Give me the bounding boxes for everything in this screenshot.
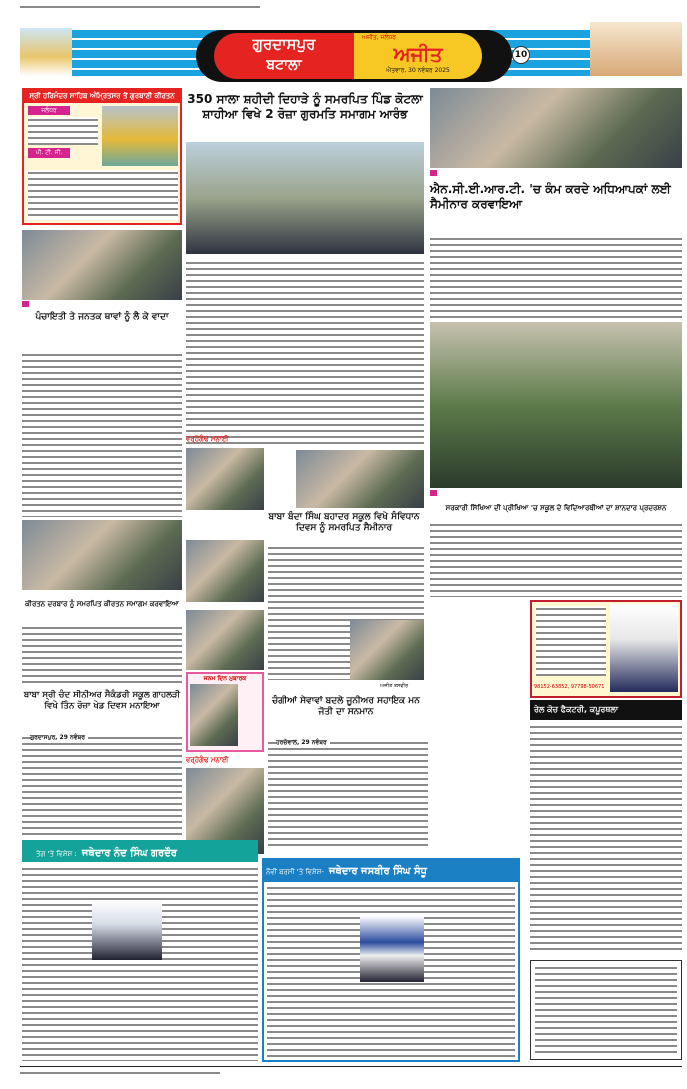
headline-samvidhan: ਬਾਬਾ ਬੰਦਾ ਸਿੰਘ ਬਹਾਦਰ ਸਕੂਲ ਵਿਖੇ ਸੰਵਿਧਾਨ ਦਿਵਸ ਨੂੰ ਸਮਰਪਿਤ ਸੈਮੀਨਾਰ bbox=[268, 512, 420, 534]
masthead bbox=[0, 0, 687, 86]
article-body bbox=[430, 236, 682, 318]
advertisement bbox=[530, 960, 682, 1060]
feature-banner-left bbox=[22, 840, 258, 862]
box-label-ptc: ਪੀ. ਟੀ. ਸੀ. bbox=[28, 148, 70, 158]
headline-sports-day: ਬਾਬਾ ਸ੍ਰੀ ਚੰਦ ਸੀਨੀਅਰ ਸੈਕੰਡਰੀ ਸਕੂਲ ਗਾਹਲੜੀ ਵਿਖੇ ਤਿੰਨ ਰੋਜ਼ਾ ਖੇਡ ਦਿਵਸ ਮਨਾਇਆ bbox=[23, 690, 181, 711]
teachers-photo bbox=[430, 88, 682, 168]
photo-credit: ਅਜੀਤ ਤਸਵੀਰ bbox=[380, 683, 409, 689]
edition-sub: ਬਟਾਲਾ bbox=[266, 57, 302, 73]
article-body bbox=[268, 740, 428, 850]
headline-main: 350 ਸਾਲਾ ਸ਼ਹੀਦੀ ਦਿਹਾੜੇ ਨੂੰ ਸਮਰਪਿਤ ਪਿੰਡ ਕੋਟਲਾ ਸ਼ਾਹੀਆ ਵਿਖੇ 2 ਰੋਜ਼ਾ ਗੁਰਮਤਿ ਸਮਾਗਮ ਆਰੰਭ bbox=[187, 92, 423, 121]
photo-caption bbox=[22, 301, 182, 309]
feature-box-mid bbox=[262, 880, 520, 1062]
banner-prefix: ਨੌਵੀਂ ਬਰਸੀ 'ਤੇ ਵਿਸ਼ੇਸ਼- bbox=[266, 868, 324, 876]
portrait-photo bbox=[92, 900, 162, 960]
masthead-oval bbox=[196, 30, 512, 82]
ad-phone: 98152-63852, 97798-50671 bbox=[534, 684, 605, 690]
print-slug bbox=[20, 4, 260, 9]
headline-panchayat: ਪੰਚਾਇਤੀ ਤੇ ਜਨਤਕ ਥਾਵਾਂ ਨੂੰ ਲੈ ਕੇ ਵਾਦਾ bbox=[35, 312, 169, 322]
paper-name: ਅਜੀਤ bbox=[393, 42, 443, 66]
article-body bbox=[22, 352, 182, 517]
temple-image bbox=[590, 22, 682, 76]
golden-temple-photo bbox=[102, 106, 178, 166]
portrait-photo bbox=[360, 916, 424, 982]
headline-man-jyoti: ਚੰਗੀਆਂ ਸੇਵਾਵਾਂ ਬਦਲੇ ਜੂਨੀਅਰ ਸਹਾਇਕ ਮਨ ਜੋਤੀ ਦਾ ਸਨਮਾਨ bbox=[272, 696, 420, 718]
kirtan-photo bbox=[22, 520, 182, 590]
article-body bbox=[430, 522, 682, 597]
dateline: ਹਰਚੋਵਾਲ, 29 ਨਵੰਬਰ bbox=[276, 739, 330, 747]
samagam-photo bbox=[186, 142, 424, 254]
article-body bbox=[186, 260, 424, 445]
couple-photo bbox=[186, 610, 264, 670]
edition-name: ਗੁਰਦਾਸਪੁਰ bbox=[252, 35, 316, 53]
banner-text: ਰੇਲ ਕੋਚ ਫੈਕਟਰੀ, ਕਪੂਰਥਲਾ bbox=[534, 705, 619, 714]
footer-rule bbox=[20, 1066, 682, 1067]
page-number: 10 bbox=[512, 46, 530, 64]
place: ਅਜੀਤ, ਜਲੰਧਰ bbox=[362, 34, 397, 41]
portrait-photo bbox=[610, 604, 678, 692]
rail-coach-banner bbox=[530, 700, 682, 720]
article-body bbox=[22, 625, 182, 685]
group-photo bbox=[22, 230, 182, 300]
photo-caption bbox=[430, 170, 682, 178]
banner-title: ਜਥੇਦਾਰ ਜਸਬੀਰ ਸਿੰਘ ਸੰਧੂ bbox=[329, 866, 427, 877]
footer-slug bbox=[20, 1070, 220, 1075]
headline-ncert: ਐਨ.ਸੀ.ਈ.ਆਰ.ਟੀ. 'ਚ ਕੰਮ ਕਰਦੇ ਅਧਿਆਪਕਾਂ ਲਈ ਸੈਮੀਨਾਰ ਕਰਵਾਇਆ bbox=[430, 182, 671, 211]
birthday-box bbox=[186, 672, 264, 752]
photo-caption bbox=[430, 490, 682, 498]
banner-prefix: ਤੇਗ 'ਤੇ ਵਿਸ਼ੇਸ਼ : bbox=[36, 850, 77, 858]
couple-photo bbox=[186, 448, 264, 510]
award-photo bbox=[350, 620, 424, 680]
school-photo bbox=[296, 450, 424, 508]
feature-banner-mid bbox=[262, 858, 520, 880]
greeting-label: ਵਰ੍ਹੇਗੰਢ ਮਨਾਈ bbox=[186, 435, 229, 443]
memorial-ad bbox=[530, 600, 682, 698]
portrait-photo bbox=[186, 540, 264, 602]
birthday-label: ਜਨਮ ਦਿਨ ਮੁਬਾਰਕ bbox=[203, 675, 247, 682]
date: ਐਤਵਾਰ, 30 ਨਵੰਬਰ 2025 bbox=[386, 67, 450, 74]
dateline: ਗੁਰਦਾਸਪੁਰ, 29 ਨਵੰਬਰ bbox=[30, 734, 88, 742]
students-photo bbox=[430, 322, 682, 488]
headline-kirtan: ਕੀਰਤਨ ਦਰਬਾਰ ਨੂੰ ਸਮਰਪਿਤ ਕੀਰਤਨ ਸਮਾਗਮ ਕਰਵਾਇਆ bbox=[25, 600, 179, 608]
article-body bbox=[530, 724, 682, 954]
gurbani-box bbox=[22, 88, 182, 225]
golden-temple-image bbox=[20, 28, 72, 76]
headline-students: ਸਰਕਾਰੀ ਸਿੱਖਿਆ ਦੀ ਪ੍ਰੀਖਿਆ 'ਚ ਸਕੂਲ ਦੇ ਵਿਦਿਆਰਥੀਆਂ ਦਾ ਸ਼ਾਨਦਾਰ ਪ੍ਰਦਰਸ਼ਨ bbox=[445, 504, 667, 512]
box-label-jalandhar: ਜਲੰਧਰ bbox=[28, 106, 70, 115]
gurbani-box-title: ਸ੍ਰੀ ਹਰਿਮੰਦਰ ਸਾਹਿਬ ਅੰਮ੍ਰਿਤਸਰ ਤੋਂ ਗੁਰਬਾਣੀ ਕੀਰਤਨ bbox=[24, 90, 180, 103]
greeting-label: ਵਰ੍ਹੇਗੰਢ ਮਨਾਈ bbox=[186, 756, 229, 764]
article-body bbox=[22, 735, 182, 835]
banner-title: ਜਥੇਦਾਰ ਨੰਦ ਸਿੰਘ ਗਰਦੌਰ bbox=[81, 848, 178, 859]
child-photo bbox=[190, 684, 238, 746]
article-body bbox=[22, 866, 258, 1061]
